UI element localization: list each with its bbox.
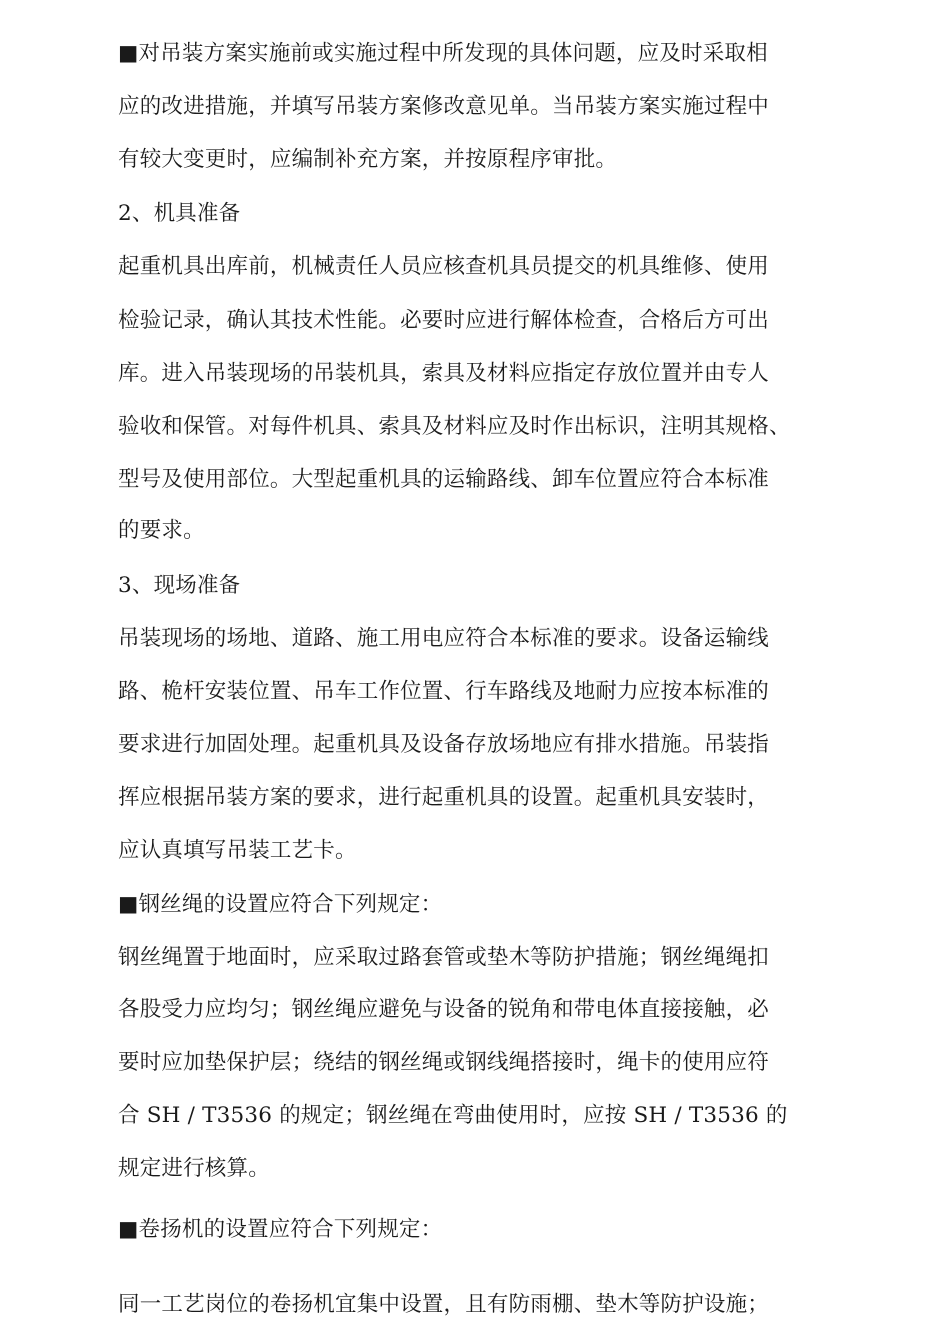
section-heading: 2、机具准备 bbox=[118, 201, 241, 226]
list-item: ■卷扬机的设置应符合下列规定： bbox=[118, 1217, 443, 1242]
text-line: 挥应根据吊装方案的要求，进行起重机具的设置。起重机具安装时， bbox=[118, 785, 770, 810]
text-line: 合 SH / T3536 的规定；钢丝绳在弯曲使用时，应按 SH / T3536 的 bbox=[118, 1103, 788, 1128]
text-line: 规定进行核算。 bbox=[118, 1156, 270, 1181]
text-line: 要时应加垫保护层；绕结的钢丝绳或钢线绳搭接时，绳卡的使用应符 bbox=[118, 1050, 770, 1075]
text-line: 起重机具出库前，机械责任人员应核查机具员提交的机具维修、使用 bbox=[118, 254, 770, 279]
text-line: 库。进入吊装现场的吊装机具，索具及材料应指定存放位置并由专人 bbox=[118, 361, 770, 386]
text-line: 吊装现场的场地、道路、施工用电应符合本标准的要求。设备运输线 bbox=[118, 626, 770, 651]
text-line: 检验记录，确认其技术性能。必要时应进行解体检查，合格后方可出 bbox=[118, 308, 770, 333]
text-line: 路、桅杆安装位置、吊车工作位置、行车路线及地耐力应按本标准的 bbox=[118, 679, 770, 704]
text-line: 验收和保管。对每件机具、索具及材料应及时作出标识，注明其规格、 bbox=[118, 414, 791, 439]
text-line: 同一工艺岗位的卷扬机宜集中设置，且有防雨棚、垫木等防护设施； bbox=[118, 1292, 770, 1317]
text-line: 有较大变更时，应编制补充方案，并按原程序审批。 bbox=[118, 147, 618, 172]
list-item: ■钢丝绳的设置应符合下列规定： bbox=[118, 892, 443, 917]
text-line: 钢丝绳置于地面时，应采取过路套管或垫木等防护措施；钢丝绳绳扣 bbox=[118, 945, 770, 970]
text-line: 各股受力应均匀；钢丝绳应避免与设备的锐角和带电体直接接触，必 bbox=[118, 997, 770, 1022]
text-line: 的要求。 bbox=[118, 518, 205, 543]
text-line: 型号及使用部位。大型起重机具的运输路线、卸车位置应符合本标准 bbox=[118, 467, 770, 492]
text-line: 应的改进措施，并填写吊装方案修改意见单。当吊装方案实施过程中 bbox=[118, 94, 770, 119]
text-line: ■对吊装方案实施前或实施过程中所发现的具体问题，应及时采取相 bbox=[118, 41, 768, 66]
section-heading: 3、现场准备 bbox=[118, 573, 241, 598]
text-line: 要求进行加固处理。起重机具及设备存放场地应有排水措施。吊装指 bbox=[118, 732, 770, 757]
text-line: 应认真填写吊装工艺卡。 bbox=[118, 838, 357, 863]
